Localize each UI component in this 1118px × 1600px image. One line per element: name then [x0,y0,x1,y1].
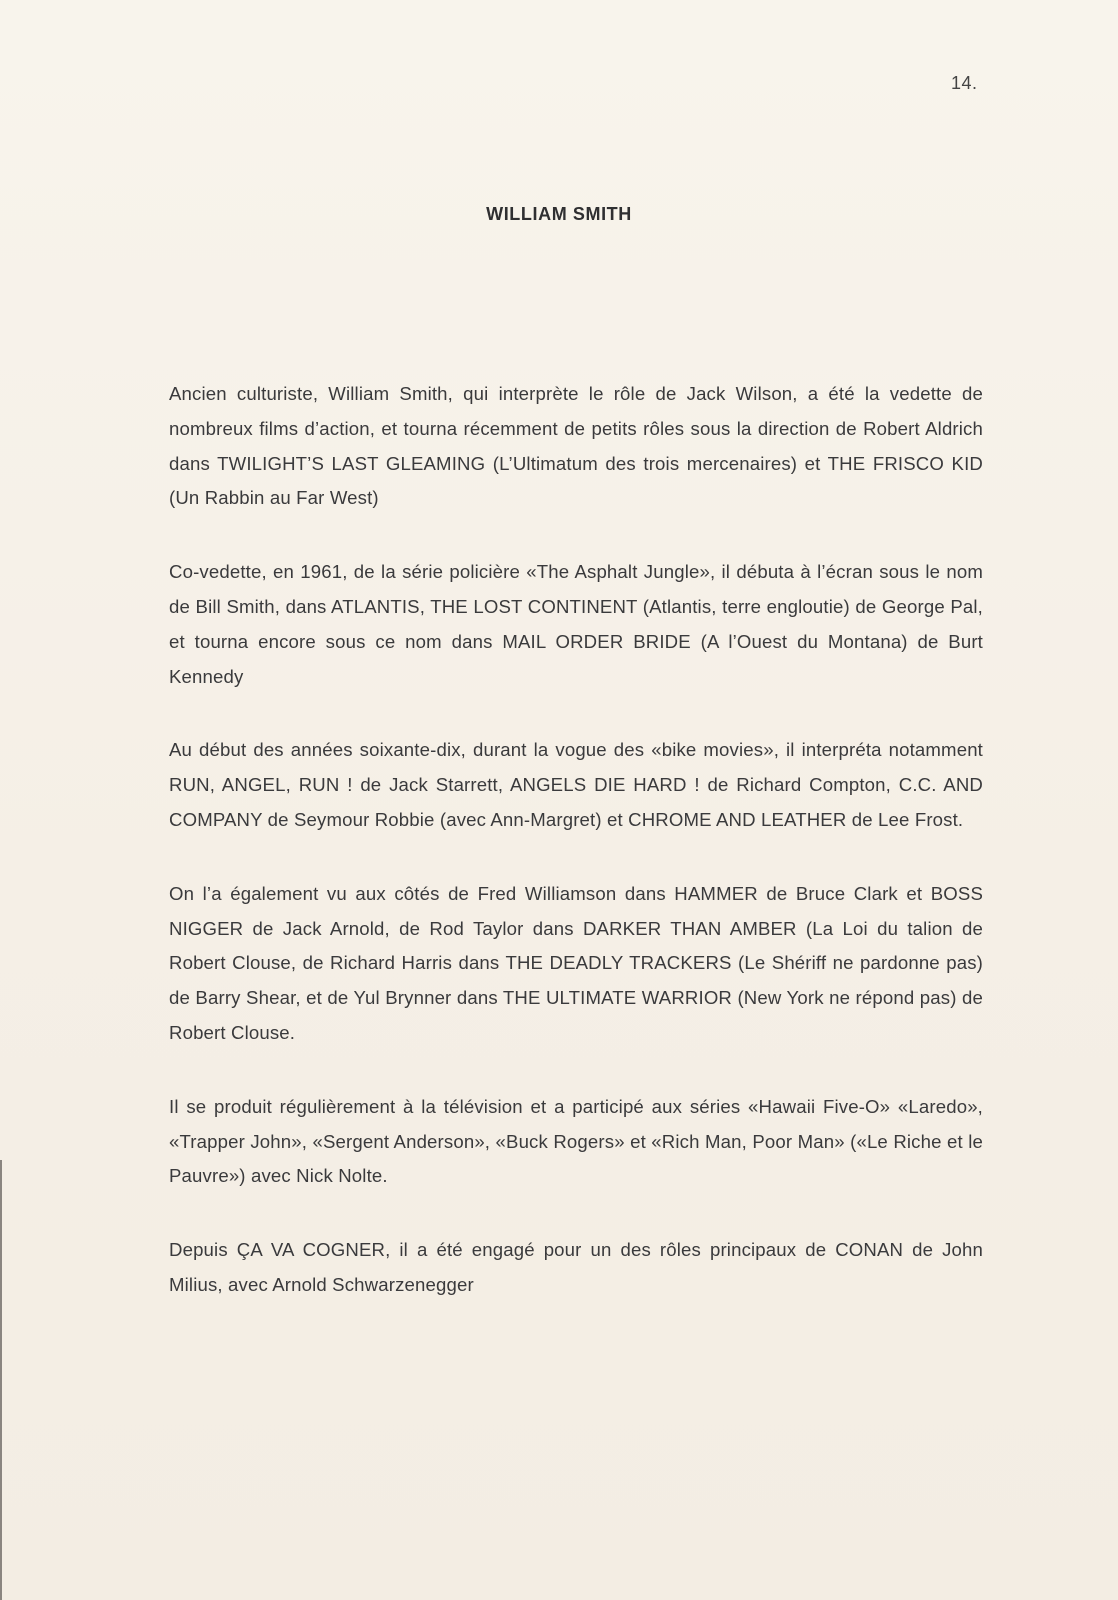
page-edge-shadow [0,1160,2,1600]
page-number: 14. [951,73,978,93]
paragraph-conan: Depuis ÇA VA COGNER, il a été engagé pour un des rôles principaux de CONAN de John Milius, avec Arnold Schwarzenegger [169,1239,983,1295]
paragraph-co-stars: On l’a également vu aux côtés de Fred Williamson dans HAMMER de Bruce Clark et BOSS NIGGER de Jack Arnold, de Rod Taylor dans DARKER THAN AMBER (La Loi du talion de Robert Clouse, de Richard Harris dans THE DEADLY TRACKERS (Le Shériff ne pardonne pas) de Barry Shear, et de Yul Brynner dans THE ULTIMATE WARRIOR (New York ne répond pas) de Robert Clouse. [169,882,983,1043]
page-title: WILLIAM SMITH [486,204,632,224]
biography-body [169,377,983,1303]
paragraph-career-intro: Ancien culturiste, William Smith, qui interprète le rôle de Jack Wilson, a été la vedette de nombreux films d’action, et tourna récemment de petits rôles sous la direction de Robert Aldrich dans TWILIGHT’S LAST GLEAMING (L’Ultimatum des trois mercenaires) et THE FRISCO KID (Un Rabbin au Far West) [169,383,983,509]
paragraph-debut: Co-vedette, en 1961, de la série policière «The Asphalt Jungle», il débuta à l’écran sous le nom de Bill Smith, dans ATLANTIS, THE LOST CONTINENT (Atlantis, terre engloutie) de George Pal, et tourna encore sous ce nom dans MAIL ORDER BRIDE (A l’Ouest du Montana) de Burt Kennedy [169,561,983,687]
paragraph-television: Il se produit régulièrement à la télévision et a participé aux séries «Hawaii Five-O» «Laredo», «Trapper John», «Sergent Anderson», «Buck Rogers» et «Rich Man, Poor Man» («Le Riche et le Pauvre») avec Nick Nolte. [169,1095,983,1187]
paragraph-bike-movies: Au début des années soixante-dix, durant la vogue des «bike movies», il interpréta notamment RUN, ANGEL, RUN ! de Jack Starrett, ANGELS DIE HARD ! de Richard Compton, C.C. AND COMPANY de Seymour Robbie (avec Ann-Margret) et CHROME AND LEATHER de Lee Frost. [169,739,983,830]
